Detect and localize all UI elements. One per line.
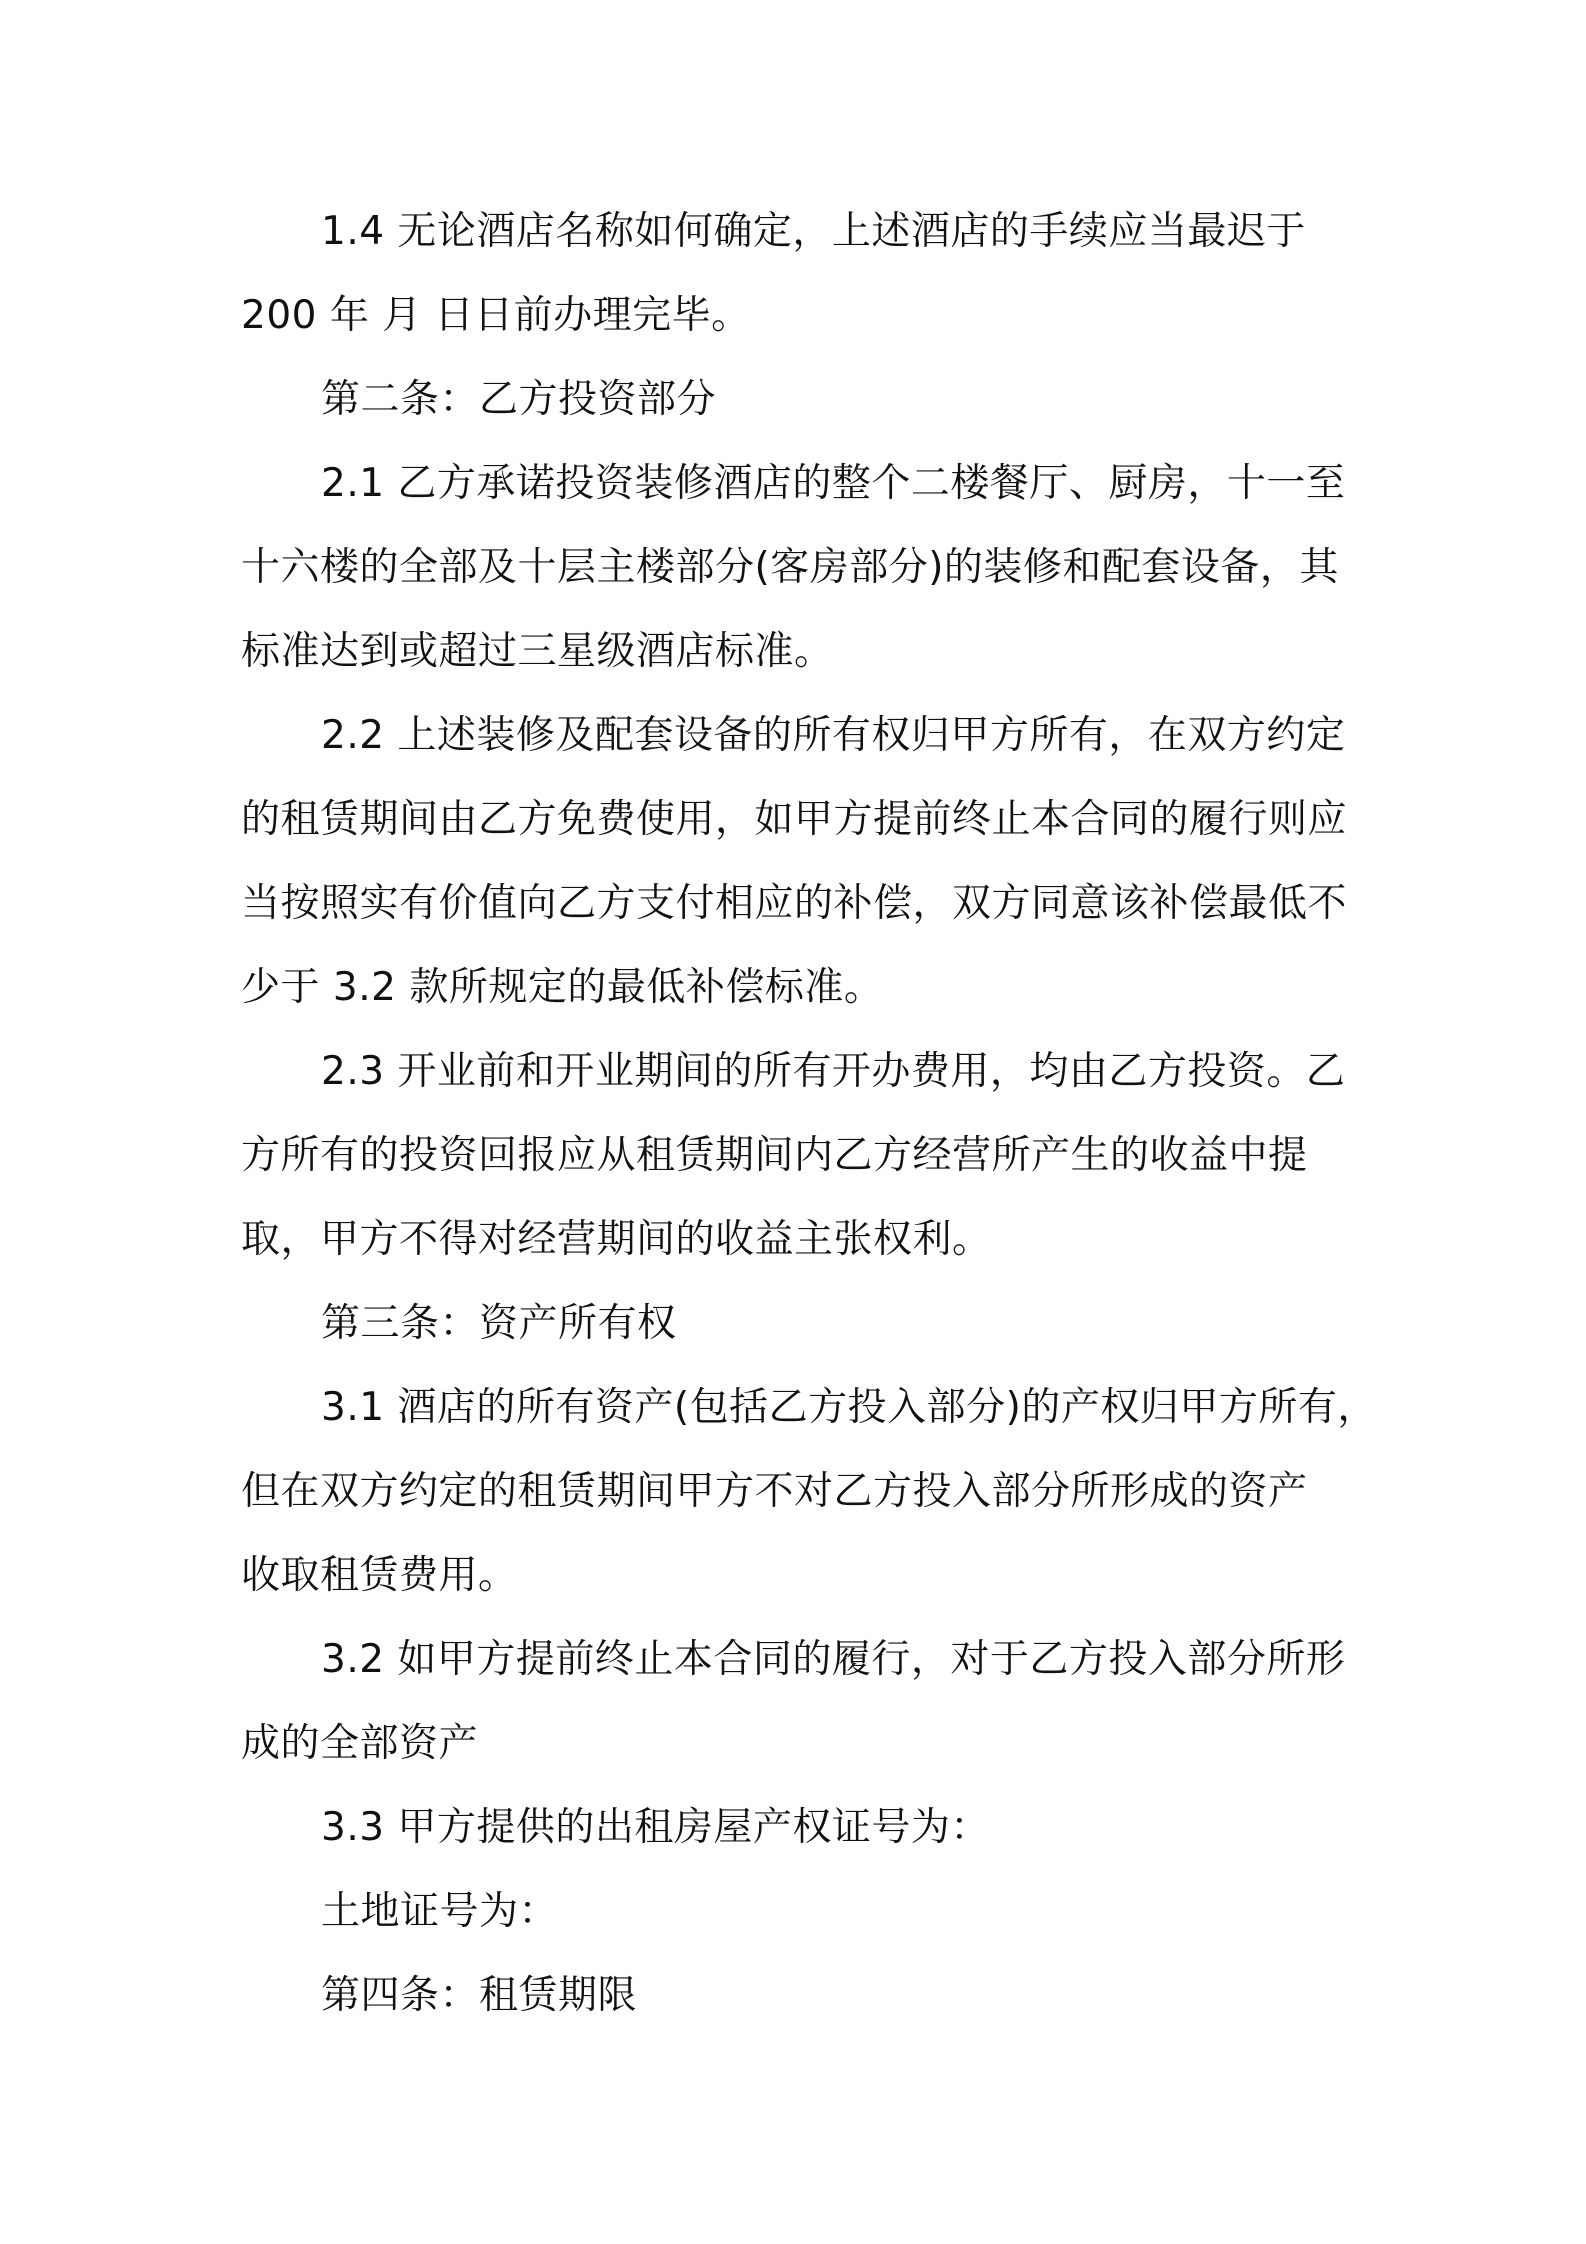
text-line: 取，甲方不得对经营期间的收益主张权利。 xyxy=(241,1217,992,1262)
section-heading-3 xyxy=(241,1282,1361,1366)
text-line: 但在双方约定的租赁期间甲方不对乙方投入部分所形成的资产 xyxy=(241,1469,1308,1514)
text-line: 收取租赁费用。 xyxy=(241,1553,518,1598)
text-line: 当按照实有价值向乙方支付相应的补偿，双方同意该补偿最低不 xyxy=(241,881,1348,926)
text-line: 2.3 开业前和开业期间的所有开办费用，均由乙方投资。乙 xyxy=(321,1049,1346,1094)
text-line: 少于 3.2 款所规定的最低补偿标准。 xyxy=(241,965,884,1010)
text-line: 2.1 乙方承诺投资装修酒店的整个二楼餐厅、厨房，十一至 xyxy=(321,461,1346,506)
text-line: 标准达到或超过三星级酒店标准。 xyxy=(241,629,834,674)
paragraph-3-3 xyxy=(241,1786,1361,1870)
paragraph-3-1 xyxy=(241,1366,1377,1618)
document-body xyxy=(241,190,1377,2038)
paragraph-2-3 xyxy=(241,1030,1361,1282)
paragraph-3-2 xyxy=(241,1618,1361,1786)
section-heading-2 xyxy=(241,358,1361,442)
text-line: 3.3 甲方提供的出租房屋产权证号为： xyxy=(321,1805,990,1850)
text-line: 1.4 无论酒店名称如何确定，上述酒店的手续应当最迟于 xyxy=(321,209,1306,254)
text-line: 方所有的投资回报应从租赁期间内乙方经营所产生的收益中提 xyxy=(241,1133,1308,1178)
heading-text: 第四条：租赁期限 xyxy=(321,1973,638,2018)
paragraph-1-4 xyxy=(241,190,1361,358)
text-line: 成的全部资产 xyxy=(241,1721,479,1766)
text-line: 的租赁期间由乙方免费使用，如甲方提前终止本合同的履行则应 xyxy=(241,797,1348,842)
text-line: 十六楼的全部及十层主楼部分(客房部分)的装修和配套设备，其 xyxy=(241,545,1339,590)
text-line: 3.1 酒店的所有资产(包括乙方投入部分)的产权归甲方所有， xyxy=(321,1385,1377,1430)
paragraph-2-1 xyxy=(241,442,1361,694)
text-line: 200 年 月 日日前办理完毕。 xyxy=(241,293,751,338)
heading-text: 第二条：乙方投资部分 xyxy=(321,377,717,422)
paragraph-2-2 xyxy=(241,694,1361,1030)
heading-text: 第三条：资产所有权 xyxy=(321,1301,677,1346)
text-line: 土地证号为： xyxy=(321,1889,559,1934)
land-certificate-line xyxy=(241,1870,1361,1954)
text-line: 2.2 上述装修及配套设备的所有权归甲方所有，在双方约定 xyxy=(321,713,1346,758)
text-line: 3.2 如甲方提前终止本合同的履行，对于乙方投入部分所形 xyxy=(321,1637,1346,1682)
section-heading-4 xyxy=(241,1954,1361,2038)
